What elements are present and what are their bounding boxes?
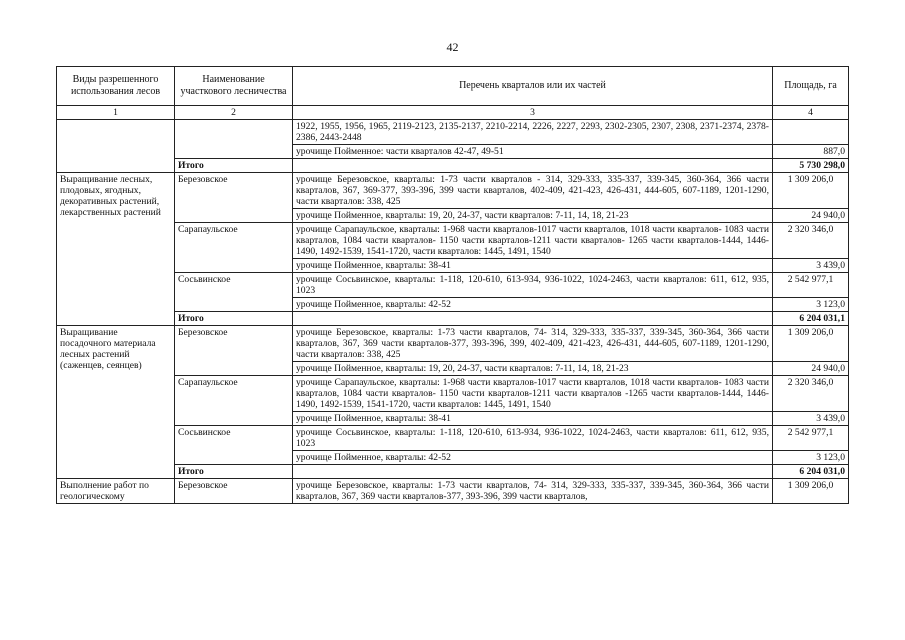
total-row [57, 312, 849, 326]
table-row [57, 273, 849, 298]
table-row [57, 173, 849, 209]
forest-use-table [56, 66, 849, 504]
quarters-cell: урочище Березовское, кварталы: 1-73 части кварталов, 74- 314, 329-333, 335-337, 339-345, 360-364, 366 части кварталов, 367, 369 части кварталов-377, 393-396, 399, 402-409, 421-423, 426-431, 444-605, 607-1189, 1201-1290, части кварталов: 338, 425 [293, 326, 773, 362]
use-kind-cell: Выполнение работ по геологическому [57, 479, 175, 504]
quarters-cell: урочище Пойменное: части кварталов 42-47, 49-51 [293, 145, 773, 159]
table-row [57, 223, 849, 259]
column-number-4: 4 [773, 106, 849, 120]
quarters-cell: урочище Пойменное, кварталы: 38-41 [293, 259, 773, 273]
area-cell: 2 542 977,1 [773, 273, 849, 298]
total-label: Итого [175, 312, 293, 326]
total-area: 6 204 031,0 [773, 465, 849, 479]
area-cell: 3 439,0 [773, 412, 849, 426]
quarters-cell: урочище Березовское, кварталы: 1-73 части кварталов, 74- 314, 329-333, 335-337, 339-345, 360-364, 366 части кварталов, 367, 369 части кварталов-377, 393-396, 399 части кварталов, [293, 479, 773, 504]
quarters-cell: урочище Пойменное, кварталы: 42-52 [293, 298, 773, 312]
quarters-cell: урочище Сарапаульское, кварталы: 1-968 части кварталов-1017 части кварталов, 1018 части кварталов- 1083 части кварталов, 1084 части кварталов- 1150 части кварталов-1211 части кварталов -1265 части кварталов-1444, 1446-1490, 1492-1539, 1541-1720, части кварталов: 1445, 1491, 1540 [293, 376, 773, 412]
total-blank [293, 159, 773, 173]
header-forestry-name: Наименование участкового лесничества [175, 67, 293, 106]
area-cell: 1 309 206,0 [773, 326, 849, 362]
use-kind-cell: Выращивание посадочного материала лесных растений (саженцев, сеянцев) [57, 326, 175, 479]
total-area: 5 730 298,0 [773, 159, 849, 173]
area-cell: 887,0 [773, 145, 849, 159]
area-cell: 3 439,0 [773, 259, 849, 273]
area-cell: 2 320 346,0 [773, 223, 849, 259]
table-row [57, 426, 849, 451]
column-number-1: 1 [57, 106, 175, 120]
area-cell: 3 123,0 [773, 298, 849, 312]
total-row [57, 465, 849, 479]
quarters-cell: урочище Пойменное, кварталы: 42-52 [293, 451, 773, 465]
quarters-cell: урочище Пойменное, кварталы: 19, 20, 24-37, части кварталов: 7-11, 14, 18, 21-23 [293, 209, 773, 223]
quarters-cell: урочище Березовское, кварталы: 1-73 части кварталов - 314, 329-333, 335-337, 339-345, 360-364, 366 части кварталов, 367, 369-377, 393-396, 399 части кварталов, 402-409, 421-423, 426-431, 444-605, 607-1189, 1201-1290, части кварталов: 338, 425 [293, 173, 773, 209]
quarters-cell: урочище Пойменное, кварталы: 19, 20, 24-37, части кварталов: 7-11, 14, 18, 21-23 [293, 362, 773, 376]
column-number-2: 2 [175, 106, 293, 120]
quarters-cell: урочище Сосьвинское, кварталы: 1-118, 120-610, 613-934, 936-1022, 1024-2463, части кварталов: 611, 612, 935, 1023 [293, 273, 773, 298]
header-number-row [57, 106, 849, 120]
header-use-kind: Виды разрешенного использования лесов [57, 67, 175, 106]
forestry-cell [175, 120, 293, 159]
total-blank [293, 465, 773, 479]
header-quarters-list: Перечень кварталов или их частей [293, 67, 773, 106]
area-cell: 24 940,0 [773, 209, 849, 223]
area-cell: 1 309 206,0 [773, 173, 849, 209]
total-label: Итого [175, 465, 293, 479]
use-kind-cell: Выращивание лесных, плодовых, ягодных, декоративных растений, лекарственных растений [57, 173, 175, 326]
table-row [57, 120, 849, 145]
quarters-cell: урочище Сосьвинское, кварталы: 1-118, 120-610, 613-934, 936-1022, 1024-2463, части кварталов: 611, 612, 935, 1023 [293, 426, 773, 451]
column-number-3: 3 [293, 106, 773, 120]
forestry-cell: Сарапаульское [175, 376, 293, 426]
area-cell: 1 309 206,0 [773, 479, 849, 504]
total-blank [293, 312, 773, 326]
area-cell: 24 940,0 [773, 362, 849, 376]
area-cell: 2 542 977,1 [773, 426, 849, 451]
forestry-cell: Березовское [175, 326, 293, 376]
table-row [57, 479, 849, 504]
quarters-cell: 1922, 1955, 1956, 1965, 2119-2123, 2135-2137, 2210-2214, 2226, 2227, 2293, 2302-2305, 2307, 2308, 2371-2374, 2378-2386, 2443-2448 [293, 120, 773, 145]
area-cell [773, 120, 849, 145]
forestry-cell: Березовское [175, 479, 293, 504]
quarters-cell: урочище Сарапаульское, кварталы: 1-968 части кварталов-1017 части кварталов, 1018 части кварталов- 1083 части кварталов, 1084 части кварталов- 1150 части кварталов-1211 части кварталов- 1265 части кварталов-1444, 1446-1490, 1492-1539, 1541-1720, части кварталов: 1445, 1491, 1540 [293, 223, 773, 259]
area-cell: 3 123,0 [773, 451, 849, 465]
forestry-cell: Сарапаульское [175, 223, 293, 273]
forestry-cell: Сосьвинское [175, 426, 293, 465]
area-cell: 2 320 346,0 [773, 376, 849, 412]
table-row [57, 376, 849, 412]
use-kind-cell [57, 120, 175, 173]
total-area: 6 204 031,1 [773, 312, 849, 326]
page-number: 42 [446, 40, 459, 54]
total-label: Итого [175, 159, 293, 173]
table-row [57, 326, 849, 362]
quarters-cell: урочище Пойменное, кварталы: 38-41 [293, 412, 773, 426]
header-row [57, 67, 849, 106]
forestry-cell: Березовское [175, 173, 293, 223]
header-area: Площадь, га [773, 67, 849, 106]
total-row [57, 159, 849, 173]
forestry-cell: Сосьвинское [175, 273, 293, 312]
